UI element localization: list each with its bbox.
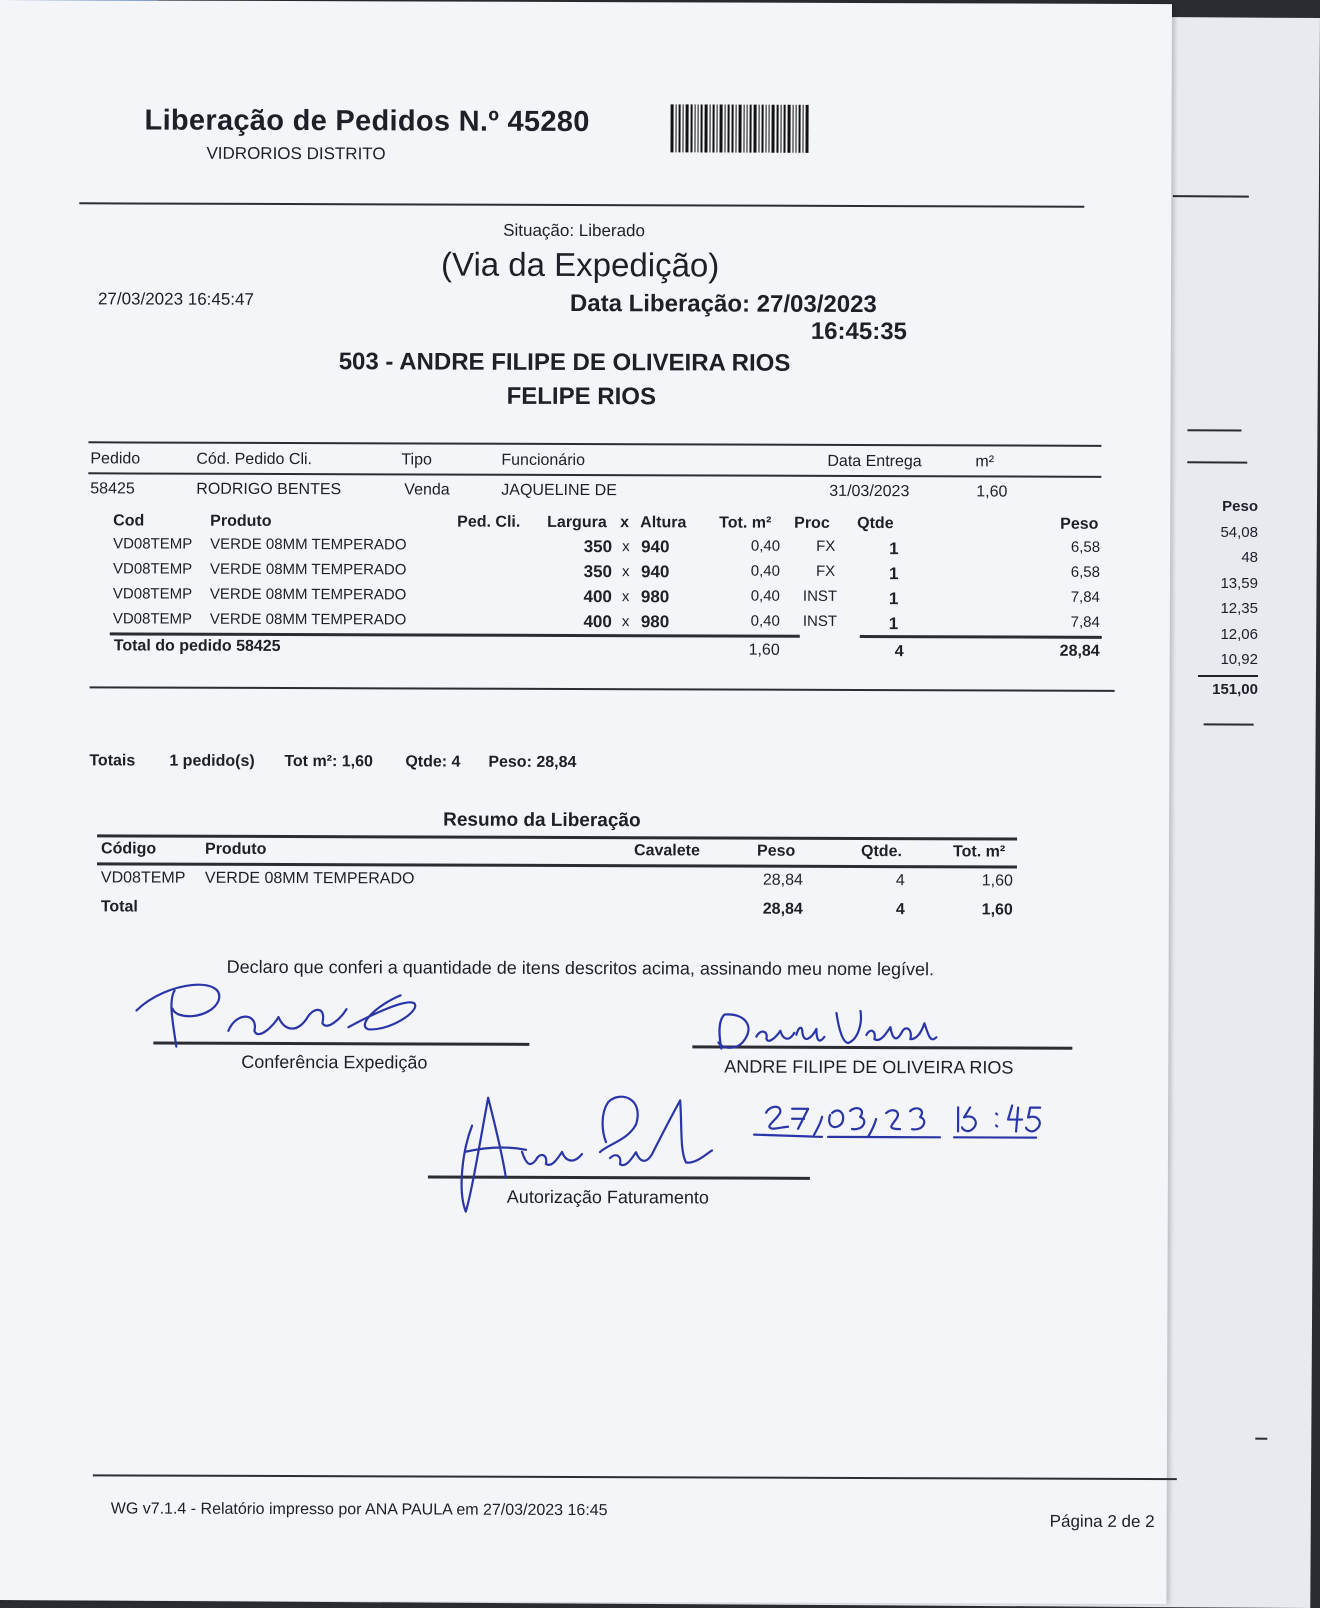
footer-report-info: WG v7.1.4 - Relatório impresso por ANA PAULA em 27/03/2023 16:45 bbox=[110, 1500, 608, 1520]
signature-label-cliente: ANDRE FILIPE DE OLIVEIRA RIOS bbox=[724, 1056, 1014, 1078]
barcode-bar bbox=[682, 104, 683, 152]
barcode-bar bbox=[768, 105, 769, 153]
summary-total-peso: 28,84 bbox=[762, 900, 803, 918]
items-total-rule bbox=[110, 632, 800, 637]
item-altura: 940 bbox=[641, 537, 670, 557]
item-largura: 350 bbox=[583, 562, 613, 582]
barcode-bar bbox=[758, 105, 759, 153]
item-altura: 980 bbox=[640, 612, 670, 632]
col-header-tot-m2: Tot. m² bbox=[719, 514, 772, 532]
item-peso: 7,84 bbox=[1070, 613, 1100, 631]
barcode-bar bbox=[670, 104, 673, 152]
back-peso-header: Peso bbox=[1222, 498, 1258, 515]
barcode-bar bbox=[678, 104, 680, 152]
order-header-rule bbox=[88, 472, 1101, 477]
barcode-bar bbox=[690, 104, 692, 152]
items-total-rule bbox=[860, 635, 1102, 638]
barcode-bar bbox=[738, 105, 741, 153]
divider bbox=[1187, 461, 1247, 463]
barcode-bar bbox=[700, 104, 702, 152]
summary-produto: VERDE 08MM TEMPERADO bbox=[204, 869, 415, 888]
barcode-bar bbox=[783, 105, 785, 153]
col-header-x: x bbox=[620, 514, 630, 532]
order-m2: 1,60 bbox=[976, 483, 1008, 501]
divider bbox=[1255, 1438, 1267, 1440]
item-qtde: 1 bbox=[889, 539, 899, 559]
summary-title: Resumo da Liberação bbox=[443, 809, 641, 832]
page-number: Página 2 de 2 bbox=[1049, 1511, 1155, 1532]
printed-timestamp: 27/03/2023 16:45:47 bbox=[97, 289, 254, 309]
item-largura: 400 bbox=[583, 587, 612, 607]
footer-rule bbox=[93, 1474, 1177, 1479]
barcode-bar bbox=[685, 104, 688, 152]
barcode-bar bbox=[771, 105, 774, 153]
barcode bbox=[670, 104, 846, 153]
company-name: VIDRORIOS DISTRITO bbox=[206, 143, 386, 164]
document-title: Liberação de Pedidos N.º 45280 bbox=[144, 104, 590, 139]
barcode-bar bbox=[719, 105, 722, 153]
order-total-peso: 28,84 bbox=[1059, 642, 1100, 660]
barcode-bar bbox=[731, 105, 733, 153]
client-name: 503 - ANDRE FILIPE DE OLIVEIRA RIOS bbox=[338, 348, 791, 377]
signature-line-cliente bbox=[692, 1045, 1072, 1049]
item-proc: INST bbox=[802, 612, 838, 630]
col-header-pedido: Pedido bbox=[90, 450, 141, 468]
summary-total-qtde: 4 bbox=[895, 901, 905, 919]
item-proc: INST bbox=[802, 587, 838, 605]
barcode-bar bbox=[787, 105, 790, 153]
col-header-ped-cli: Ped. Cli. bbox=[457, 513, 521, 531]
back-peso-value: 13,59 bbox=[1220, 574, 1258, 592]
item-peso: 6,58 bbox=[1070, 538, 1101, 556]
barcode-bar bbox=[805, 105, 808, 153]
col-header-produto: Produto bbox=[210, 512, 272, 530]
item-produto: VERDE 08MM TEMPERADO bbox=[209, 560, 407, 579]
barcode-bar bbox=[735, 105, 736, 153]
summary-header-codigo: Código bbox=[101, 840, 157, 858]
barcode-bar bbox=[761, 105, 763, 153]
barcode-bar bbox=[802, 105, 803, 153]
order-total-m2: 1,60 bbox=[748, 641, 780, 659]
summary-header-cavalete: Cavalete bbox=[634, 842, 700, 860]
copy-type: (Via da Expedição) bbox=[441, 245, 720, 284]
barcode-bar bbox=[727, 105, 729, 153]
delivery-date: 31/03/2023 bbox=[829, 482, 910, 501]
order-table-top-rule bbox=[88, 441, 1101, 446]
back-peso-total: 151,00 bbox=[1198, 675, 1258, 703]
release-date: Data Liberação: 27/03/2023 bbox=[569, 289, 877, 319]
col-header-largura: Largura bbox=[547, 513, 607, 532]
divider bbox=[1204, 723, 1254, 725]
order-section-divider bbox=[90, 686, 1115, 691]
barcode-bar bbox=[743, 105, 744, 153]
back-sheet-peso-column bbox=[1198, 494, 1258, 702]
signature-line-conferencia bbox=[153, 1042, 529, 1046]
item-x: x bbox=[621, 588, 630, 606]
client-order-code: RODRIGO BENTES bbox=[196, 480, 342, 499]
barcode-bar bbox=[776, 105, 778, 153]
totals-label: Totais bbox=[89, 752, 136, 770]
order-total-label: Total do pedido 58425 bbox=[113, 637, 281, 655]
signature-line-autorizacao bbox=[428, 1176, 810, 1180]
back-peso-value: 54,08 bbox=[1220, 523, 1258, 541]
handwritten-date bbox=[754, 1105, 1040, 1138]
col-header-altura: Altura bbox=[640, 514, 687, 532]
col-header-cod: Cod bbox=[113, 512, 145, 530]
barcode-bar bbox=[746, 105, 747, 153]
summary-top-rule bbox=[97, 834, 1017, 840]
item-altura: 940 bbox=[640, 562, 670, 582]
summary-codigo: VD08TEMP bbox=[100, 869, 186, 887]
back-peso-value: 48 bbox=[1241, 549, 1258, 566]
item-tot-m2: 0,40 bbox=[750, 562, 781, 580]
item-produto: VERDE 08MM TEMPERADO bbox=[210, 535, 407, 554]
col-header-funcionario: Funcionário bbox=[501, 451, 586, 470]
barcode-bar bbox=[753, 105, 756, 153]
totals-qtde: Qtde: 4 bbox=[405, 753, 461, 771]
signature-david bbox=[718, 1011, 936, 1050]
col-header-cod-pedido-cli: Cód. Pedido Cli. bbox=[196, 450, 313, 469]
back-peso-value: 12,06 bbox=[1220, 625, 1258, 643]
summary-header-qtde: Qtde. bbox=[861, 843, 902, 861]
barcode-bar bbox=[795, 105, 796, 153]
item-peso: 7,84 bbox=[1070, 588, 1100, 606]
back-peso-value: 10,92 bbox=[1220, 651, 1258, 668]
totals-m2: Tot m²: 1,60 bbox=[284, 752, 373, 771]
col-header-tipo: Tipo bbox=[401, 451, 432, 469]
item-tot-m2: 0,40 bbox=[750, 587, 780, 605]
item-cod: VD08TEMP bbox=[113, 535, 193, 553]
item-tot-m2: 0,40 bbox=[750, 537, 781, 555]
divider bbox=[1173, 195, 1249, 197]
divider bbox=[1187, 429, 1241, 431]
barcode-bar bbox=[697, 104, 698, 152]
item-x: x bbox=[621, 613, 630, 631]
order-type: Venda bbox=[404, 481, 450, 499]
item-proc: FX bbox=[815, 562, 836, 580]
item-proc: FX bbox=[816, 537, 836, 555]
totals-orders: 1 pedido(s) bbox=[169, 752, 255, 770]
signature-label-autorizacao: Autorização Faturamento bbox=[506, 1186, 709, 1208]
item-qtde: 1 bbox=[888, 614, 899, 634]
item-largura: 400 bbox=[583, 612, 612, 632]
col-header-qtde: Qtde bbox=[857, 514, 894, 533]
summary-qtde: 4 bbox=[895, 872, 905, 890]
totals-peso: Peso: 28,84 bbox=[488, 753, 577, 772]
barcode-bar bbox=[704, 104, 707, 152]
order-total-qtde: 4 bbox=[894, 643, 904, 661]
item-cod: VD08TEMP bbox=[112, 560, 193, 578]
barcode-bar bbox=[694, 104, 695, 152]
status-text: Situação: Liberado bbox=[503, 220, 646, 241]
barcode-bar bbox=[749, 105, 751, 153]
col-header-peso: Peso bbox=[1060, 515, 1099, 533]
barcode-bar bbox=[765, 105, 766, 153]
summary-tot-m2: 1,60 bbox=[981, 872, 1013, 890]
summary-header-peso: Peso bbox=[757, 842, 796, 860]
barcode-bar bbox=[780, 105, 781, 153]
declaration-text: Declaro que conferi a quantidade de itens descritos acima, assinando meu nome legível. bbox=[226, 956, 935, 980]
item-produto: VERDE 08MM TEMPERADO bbox=[209, 585, 407, 604]
col-header-data-entrega: Data Entrega bbox=[827, 452, 922, 471]
item-cod: VD08TEMP bbox=[112, 610, 193, 628]
barcode-bar bbox=[716, 105, 717, 153]
summary-total-tot-m2: 1,60 bbox=[981, 901, 1013, 919]
item-x: x bbox=[621, 563, 630, 581]
item-peso: 6,58 bbox=[1070, 563, 1101, 581]
summary-header-rule bbox=[97, 862, 1017, 868]
signature-label-conferencia: Conferência Expedição bbox=[241, 1051, 428, 1073]
barcode-bar bbox=[798, 105, 800, 153]
summary-header-tot-m2: Tot. m² bbox=[953, 843, 1006, 861]
item-cod: VD08TEMP bbox=[112, 585, 193, 603]
barcode-bar bbox=[675, 104, 676, 152]
order-number: 58425 bbox=[90, 480, 135, 498]
barcode-bar bbox=[712, 104, 714, 152]
back-peso-value: 12,35 bbox=[1220, 600, 1258, 617]
item-x: x bbox=[622, 538, 630, 556]
summary-header-produto: Produto bbox=[205, 840, 267, 858]
item-tot-m2: 0,40 bbox=[750, 612, 780, 630]
item-largura: 350 bbox=[583, 537, 613, 557]
release-time: 16:45:35 bbox=[810, 317, 907, 346]
summary-peso: 28,84 bbox=[762, 871, 803, 889]
header-divider bbox=[79, 202, 1084, 207]
barcode-bar bbox=[724, 105, 725, 153]
barcode-bar bbox=[709, 104, 710, 152]
client-short-name: FELIPE RIOS bbox=[506, 382, 657, 411]
item-qtde: 1 bbox=[888, 589, 899, 609]
item-altura: 980 bbox=[640, 587, 670, 607]
barcode-bar bbox=[792, 105, 793, 153]
item-produto: VERDE 08MM TEMPERADO bbox=[209, 610, 407, 629]
col-header-m2: m² bbox=[975, 453, 995, 471]
col-header-proc: Proc bbox=[794, 514, 830, 532]
item-qtde: 1 bbox=[888, 564, 899, 584]
summary-total-label: Total bbox=[100, 898, 138, 916]
employee-name: JAQUELINE DE bbox=[501, 481, 617, 500]
signature-paulo bbox=[136, 984, 415, 1047]
